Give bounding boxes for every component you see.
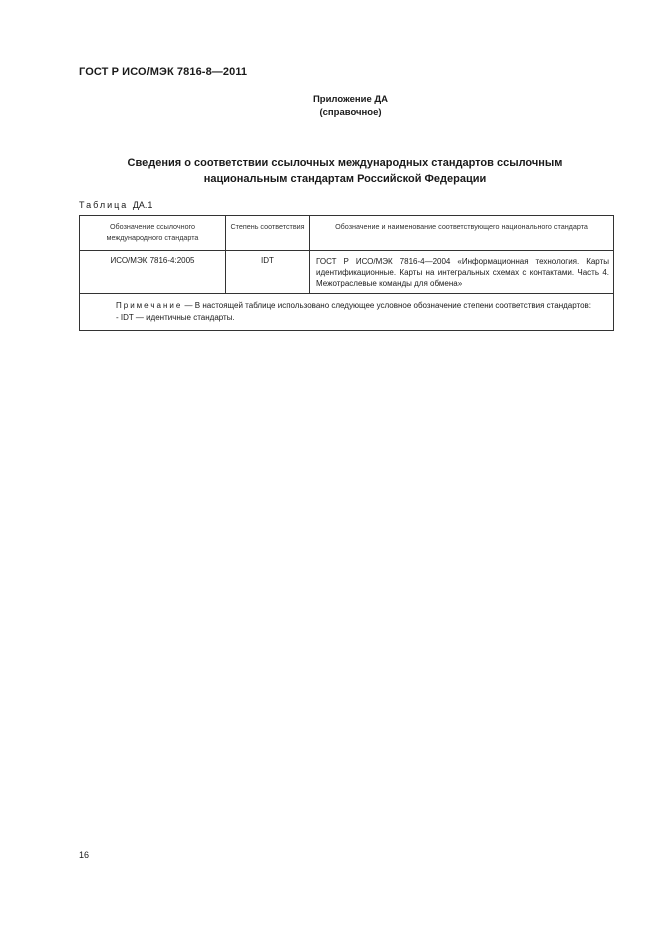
- table-header-row: [80, 216, 614, 251]
- header-intl-standard: Обозначение ссылочного международного стандарта: [80, 216, 226, 251]
- annex-title: Приложение ДА: [312, 94, 389, 105]
- table-note: [80, 294, 614, 331]
- section-title-line2: национальным стандартам Российской Федерации: [203, 173, 487, 185]
- cell-degree: IDT: [226, 251, 310, 294]
- page-number: 16: [79, 850, 90, 860]
- table-note-row: [80, 294, 614, 331]
- section-title-line1: Сведения о соответствии ссылочных международных стандартов ссылочным: [127, 157, 563, 169]
- correspondence-table: [79, 215, 614, 331]
- standard-code-header: ГОСТ Р ИСО/МЭК 7816-8—2011: [79, 66, 248, 78]
- header-national-standard: Обозначение и наименование соответствующего национального стандарта: [310, 216, 614, 251]
- table-caption-label: Таблица: [79, 200, 129, 210]
- cell-intl-standard: ИСО/МЭК 7816-4:2005: [80, 251, 226, 294]
- table-row: [80, 251, 614, 294]
- table-caption-number: ДА.1: [132, 200, 153, 210]
- note-text: — В настоящей таблице использовано следующее условное обозначение степени соответствия стандартов:: [184, 301, 591, 310]
- section-title: [110, 155, 580, 187]
- note-label: Примечание: [116, 301, 183, 310]
- header-degree: Степень соответствия: [226, 216, 310, 251]
- table-caption: [79, 200, 152, 210]
- cell-national-standard: ГОСТ Р ИСО/МЭК 7816-4—2004 «Информационная технология. Карты идентификационные. Карты на интегральных схемах с контактами. Часть 4. Межотраслевые команды для обмена»: [310, 251, 614, 294]
- note-lead: [86, 300, 607, 312]
- annex-subtitle: (справочное): [319, 107, 382, 118]
- note-item: - IDT — идентичные стандарты.: [116, 312, 235, 322]
